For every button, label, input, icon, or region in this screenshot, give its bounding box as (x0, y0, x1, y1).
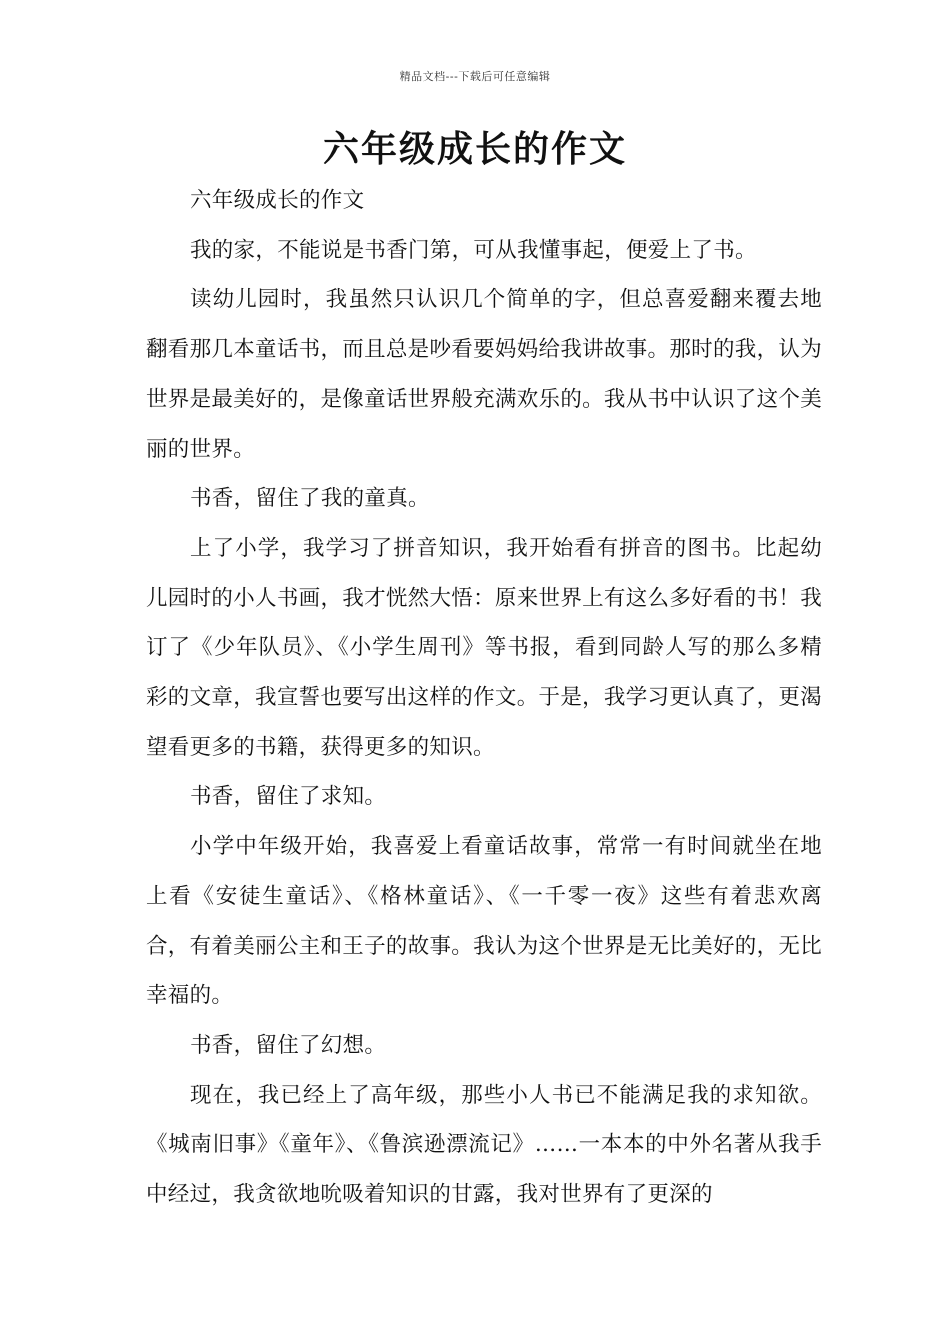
paragraph: 我的家，不能说是书香门第，可从我懂事起，便爱上了书。 (190, 237, 757, 263)
paragraph: 现在，我已经上了高年级，那些小人书已不能满足我的求知欲。《城南旧事》《童年》、《鲁滨逊漂流记》……一本本的中外名著从我手中经过，我贪欲地吮吸着知识的甘露，我对世界有了更深的 (146, 1082, 822, 1208)
paragraph: 六年级成长的作文 (190, 188, 365, 213)
paragraph: 书香，留住了幻想。 (190, 1032, 387, 1058)
paragraph: 上了小学，我学习了拼音知识，我开始看有拼音的图书。比起幼儿园时的小人书画，我才恍然大悟：原来世界上有这么多好看的书！我订了《少年队员》、《小学生周刊》等书报，看到同龄人写的那么多精彩的文章，我宣誓也要写出这样的作文。于是，我学习更认真了，更渴望看更多的书籍，获得更多的知识。 (146, 535, 822, 760)
header-note: 精品文档---下载后可任意编辑 (399, 70, 551, 83)
paragraph: 书香，留住了求知。 (190, 784, 387, 810)
paragraph: 小学中年级开始，我喜爱上看童话故事，常常一有时间就坐在地上看《安徒生童话》、《格林童话》、《一千零一夜》这些有着悲欢离合，有着美丽公主和王子的故事。我认为这个世界是无比美好的，无比幸福的。 (146, 834, 822, 1009)
paragraph: 读幼儿园时，我虽然只认识几个简单的字，但总喜爱翻来覆去地翻看那几本童话书，而且总是吵看要妈妈给我讲故事。那时的我，认为世界是最美好的，是像童话世界般充满欢乐的。我从书中认识了这个美丽的世界。 (146, 287, 822, 462)
document-body (146, 176, 822, 1220)
paragraph: 书香，留住了我的童真。 (190, 486, 430, 512)
document-title: 六年级成长的作文 (322, 128, 627, 170)
